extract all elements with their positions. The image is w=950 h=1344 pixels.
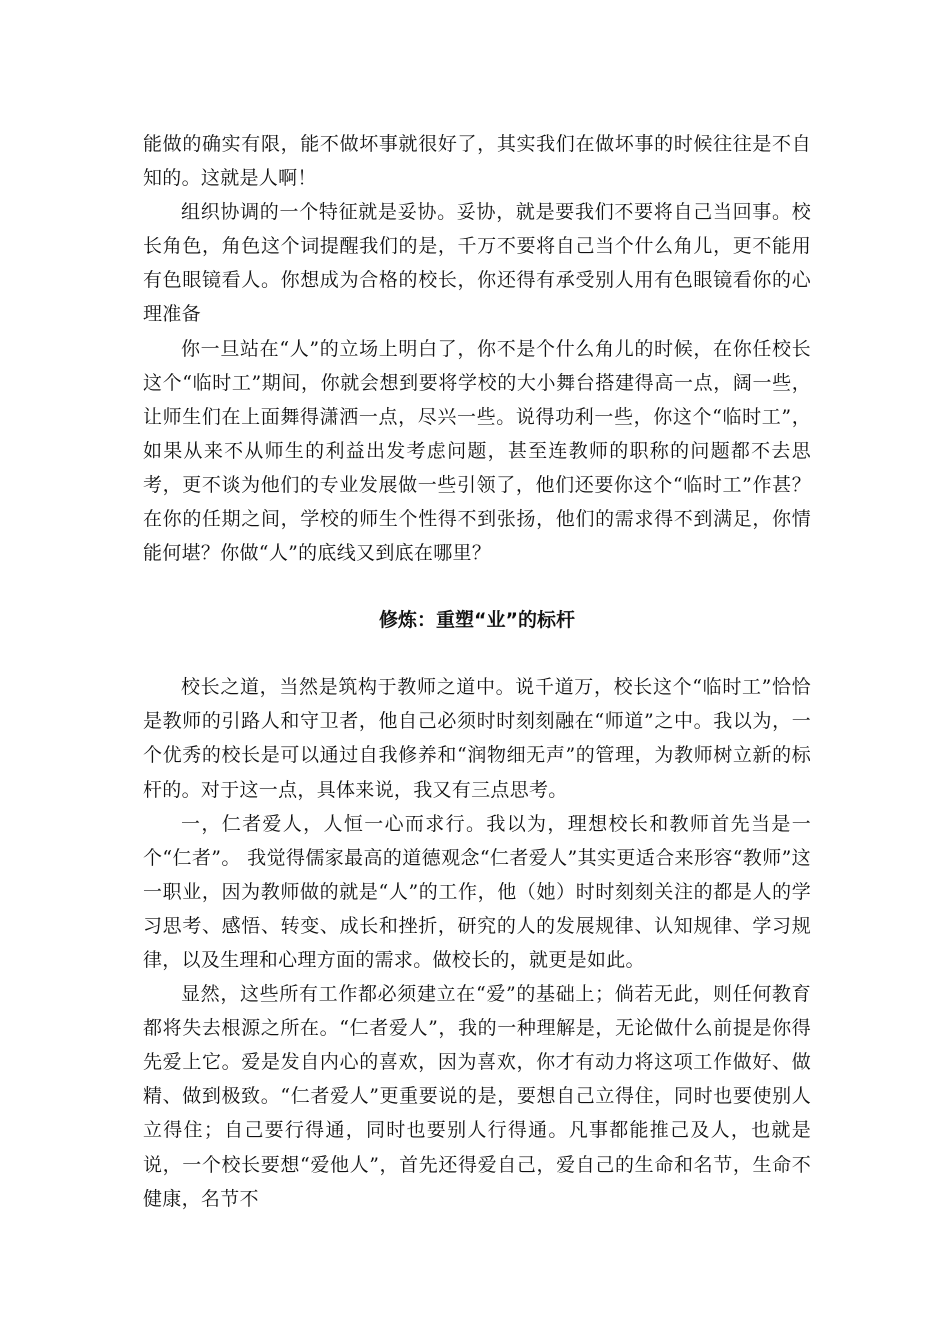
paragraph-continuation: 能做的确实有限，能不做坏事就很好了，其实我们在做坏事的时候往往是不自知的。这就是人啊！ (143, 133, 811, 190)
section-title: 修炼：重塑“业”的标杆 (379, 609, 575, 632)
paragraph-principal-way: 校长之道，当然是筑构于教师之道中。说千道万，校长这个“临时工”恰恰是教师的引路人和守卫者，他自己必须时时刻刻融在“师道”之中。我以为，一个优秀的校长是可以通过自我修养和“润物细无声”的管理，为教师树立新的标杆的。对于这一点，具体来说，我又有三点思考。 (143, 676, 811, 801)
paragraph-temporary-worker: 你一旦站在“人”的立场上明白了，你不是个什么角儿的时候，在你任校长这个“临时工”期间，你就会想到要将学校的大小舞台搭建得高一点，阔一些，让师生们在上面舞得潇洒一点，尽兴一些。说得功利一些，你这个“临时工”，如果从来不从师生的利益出发考虑问题，甚至连教师的职称的问题都不去思考，更不谈为他们的专业发展做一些引领了，他们还要你这个“临时工”作甚？在你的任期之间，学校的师生个性得不到张扬，他们的需求得不到满足，你情能何堪？你做“人”的底线又到底在哪里？ (143, 337, 811, 565)
paragraph-benevolence: 一，仁者爱人，人恒一心而求行。我以为，理想校长和教师首先当是一个“仁者”。 我觉得儒家最高的道德观念“仁者爱人”其实更适合来形容“教师”这一职业，因为教师做的就是“人”的工作，他（她）时时刻刻关注的都是人的学习思考、感悟、转变、成长和挫折，研究的人的发展规律、认知规律、学习规律，以及生理和心理方面的需求。做校长的，就更是如此。 (143, 812, 811, 971)
paragraph-compromise: 组织协调的一个特征就是妥协。妥协，就是要我们不要将自己当回事。校长角色，角色这个词提醒我们的是，千万不要将自己当个什么角儿，更不能用有色眼镜看人。你想成为合格的校长，你还得有承受别人用有色眼镜看你的心理准备 (143, 201, 811, 326)
paragraph-love: 显然，这些所有工作都必须建立在“爱”的基础上；倘若无此，则任何教育都将失去根源之所在。“仁者爱人”，我的一种理解是，无论做什么前提是你得先爱上它。爱是发自内心的喜欢，因为喜欢，你才有动力将这项工作做好、做精、做到极致。“仁者爱人”更重要说的是，要想自己立得住，同时也要使别人立得住；自己要行得通，同时也要别人行得通。凡事都能推己及人，也就是说，一个校长要想“爱他人”，首先还得爱自己，爱自己的生命和名节，生命不健康，名节不 (143, 983, 811, 1210)
spacer (143, 570, 811, 603)
document-body (143, 127, 811, 1216)
spacer (143, 637, 811, 670)
